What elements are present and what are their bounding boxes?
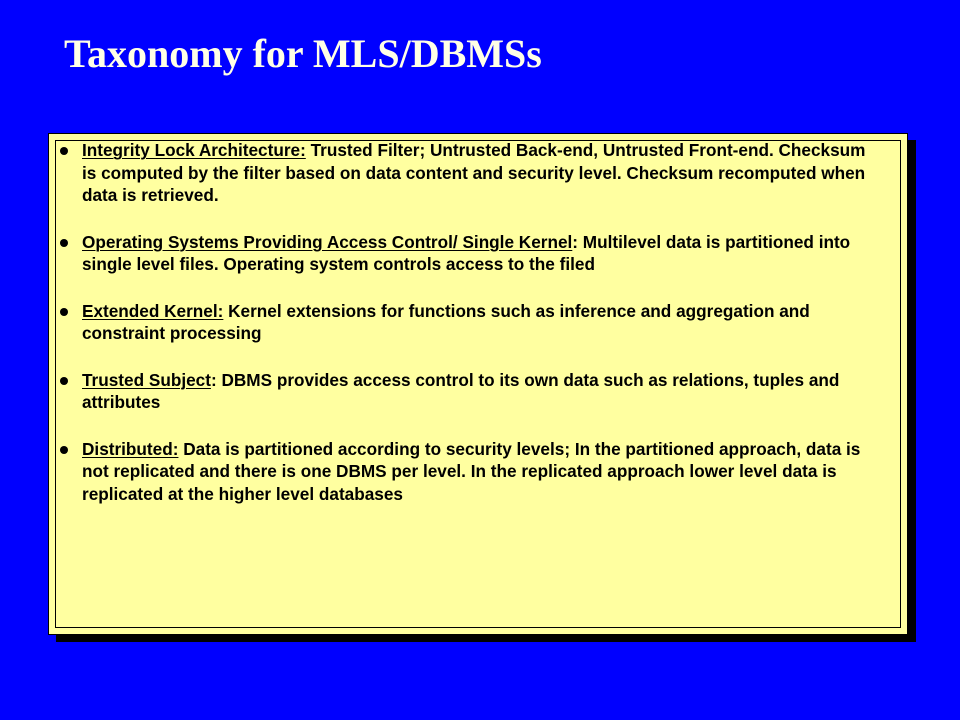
bullet-term: Trusted Subject <box>82 369 211 390</box>
bullet-dot-icon <box>60 446 68 454</box>
bullet-text: Kernel extensions for functions such as inference and aggregation and constraint processing <box>82 300 810 343</box>
bullet-term: Operating Systems Providing Access Control/ Single Kernel <box>82 231 573 252</box>
bullet-item-single-kernel <box>49 231 907 276</box>
bullet-item-integrity-lock <box>49 139 907 207</box>
bullet-text: DBMS provides access control to its own data such as relations, tuples and attributes <box>82 369 840 412</box>
bullet-dot-icon <box>60 239 68 247</box>
bullet-text: Data is partitioned according to security levels; In the partitioned approach, data is not replicated and there is one DBMS per level. In the replicated approach lower level data is replicated at the higher level databases <box>82 438 861 504</box>
bullet-term: Distributed: <box>82 438 179 459</box>
bullet-text: Trusted Filter; Untrusted Back-end, Untrusted Front-end. Checksum is computed by the filter based on data content and security level. Checksum recomputed when data is retrieved. <box>82 140 866 205</box>
bullet-list <box>49 139 907 529</box>
slide-title: Taxonomy for MLS/DBMSs <box>64 31 542 76</box>
bullet-term: Extended Kernel: <box>82 300 224 321</box>
bullet-text: Multilevel data is partitioned into single level files. Operating system controls access to the filed <box>82 231 851 274</box>
bullet-item-extended-kernel <box>49 300 907 345</box>
content-box <box>48 133 908 635</box>
bullet-dot-icon <box>60 308 68 316</box>
bullet-dot-icon <box>60 377 68 385</box>
bullet-term: Integrity Lock Architecture: <box>82 140 306 160</box>
bullet-item-distributed <box>49 438 907 506</box>
bullet-separator: : <box>210 369 222 390</box>
bullet-separator: : <box>572 231 583 252</box>
bullet-dot-icon <box>60 147 68 155</box>
bullet-item-trusted-subject <box>49 369 907 414</box>
